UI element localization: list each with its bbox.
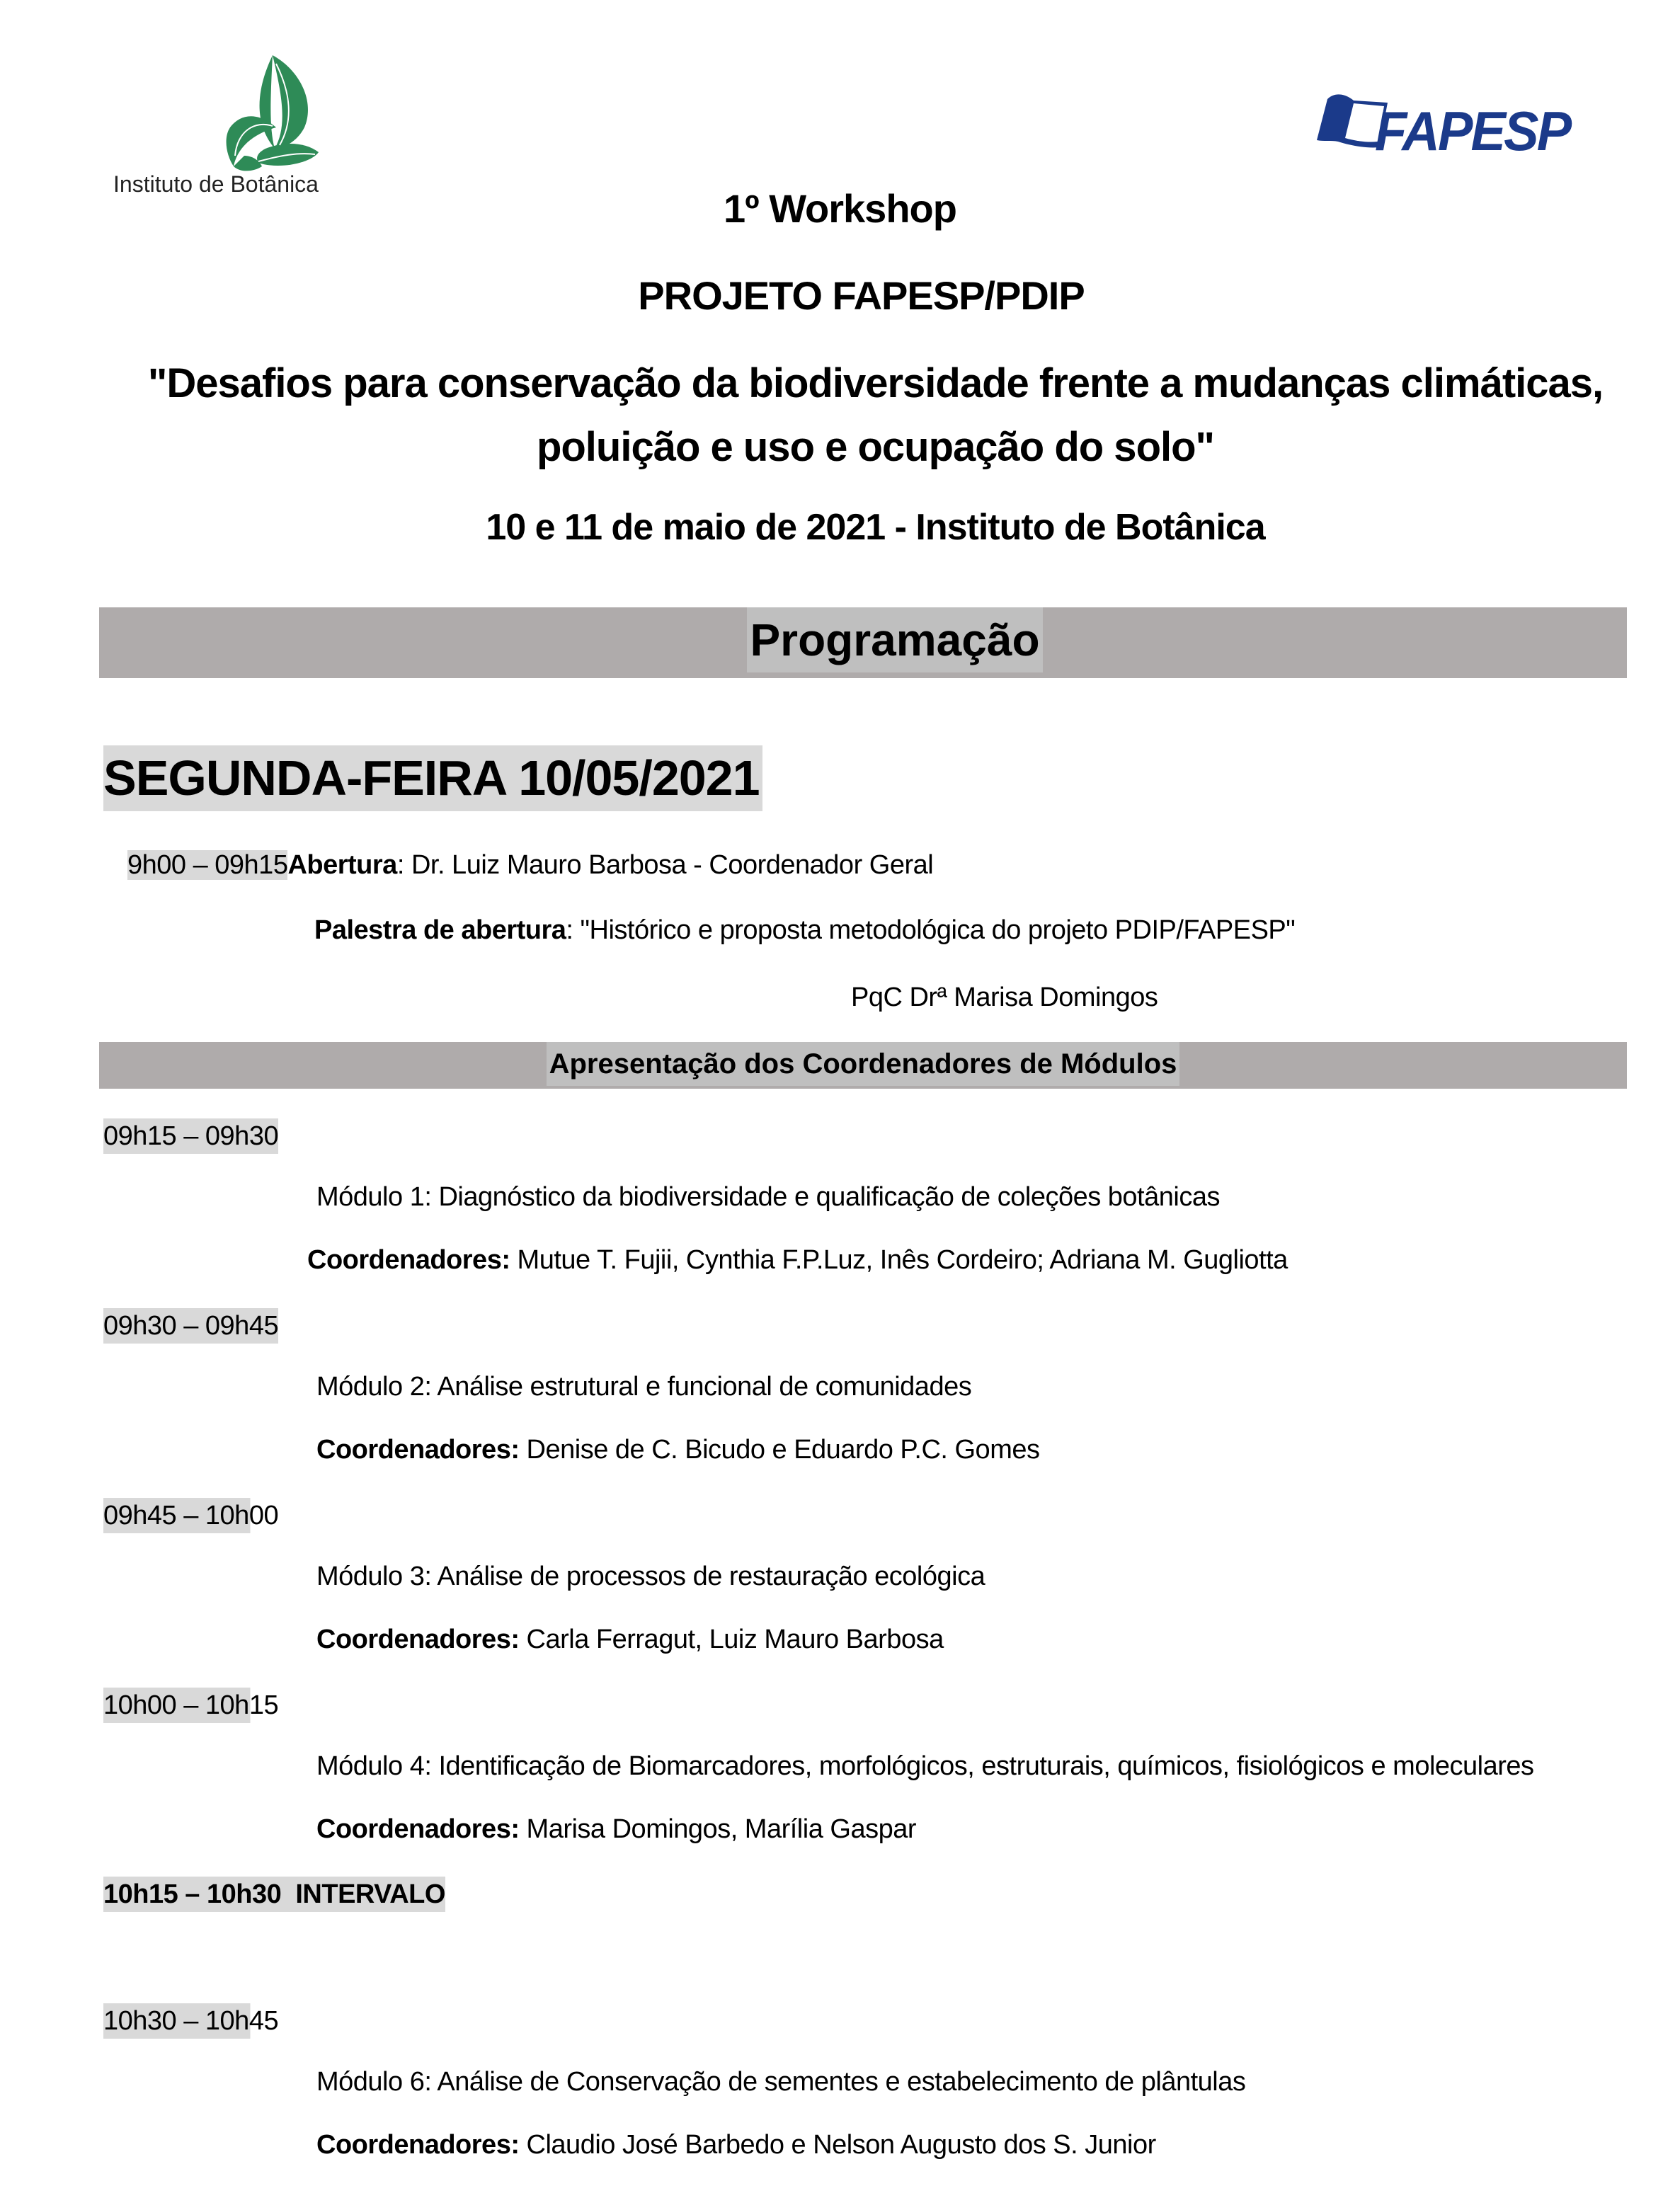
day-heading: SEGUNDA-FEIRA 10/05/2021: [103, 745, 762, 811]
opening-time: 9h00 – 09h15: [127, 850, 288, 880]
schedule-time: 10h30 – 10h45: [103, 2003, 278, 2039]
module-title: Módulo 2: Análise estrutural e funcional de comunidades: [316, 1372, 972, 1402]
coordinators-names: Marisa Domingos, Marília Gaspar: [519, 1814, 916, 1844]
module-title: Módulo 4: Identificação de Biomarcadores, morfológicos, estruturais, químicos, fisiológicos e moleculares: [316, 1751, 1534, 1781]
apresentacao-bar: [99, 1042, 1627, 1089]
module-coordinators: [316, 1814, 916, 1845]
break-row: 10h15 – 10h30 INTERVALO: [103, 1877, 445, 1912]
leaf-swirl-icon: [106, 50, 361, 173]
module-coordinators: [316, 1625, 944, 1655]
programacao-bar: [99, 607, 1627, 678]
fapesp-logo: [1310, 92, 1586, 163]
coordinators-names: Mutue T. Fujii, Cynthia F.P.Luz, Inês Cordeiro; Adriana M. Gugliotta: [510, 1245, 1288, 1275]
theme-line-2: poluição e uso e ocupação do solo": [536, 424, 1215, 470]
coordinators-label: Coordenadores:: [316, 1435, 520, 1465]
instituto-botanica-text: Instituto de Botânica: [113, 171, 319, 197]
programacao-heading: Programação: [747, 607, 1042, 672]
event-date-location: 10 e 11 de maio de 2021 - Instituto de Botânica: [486, 507, 1265, 548]
coordinators-names: Claudio José Barbedo e Nelson Augusto dos S. Junior: [519, 2130, 1156, 2160]
coordinators-label: Coordenadores:: [316, 1625, 520, 1654]
project-title: PROJETO FAPESP/PDIP: [638, 273, 1085, 318]
workshop-title: 1º Workshop: [724, 186, 956, 231]
module-title: Módulo 3: Análise de processos de restauração ecológica: [316, 1562, 985, 1591]
coordinators-names: Denise de C. Bicudo e Eduardo P.C. Gomes: [519, 1435, 1040, 1465]
schedule-time: 10h00 – 10h15: [103, 1688, 278, 1723]
talk-speaker: PqC Drª Marisa Domingos: [851, 983, 1158, 1012]
module-coordinators: [316, 1435, 1039, 1465]
coordinators-label: Coordenadores:: [316, 1814, 520, 1844]
module-title: Módulo 6: Análise de Conservação de sementes e estabelecimento de plântulas: [316, 2067, 1246, 2097]
opening-label: Abertura: [287, 850, 397, 880]
opening-row: [127, 847, 933, 883]
coordinators-label: Coordenadores:: [307, 1245, 510, 1275]
talk-label: Palestra de abertura: [314, 915, 566, 945]
talk-title: : "Histórico e proposta metodológica do projeto PDIP/FAPESP": [566, 915, 1296, 945]
module-title: Módulo 1: Diagnóstico da biodiversidade e qualificação de coleções botânicas: [316, 1182, 1220, 1212]
module-coordinators: [307, 1245, 1288, 1276]
theme-line-1: "Desafios para conservação da biodiversidade frente a mudanças climáticas,: [147, 360, 1604, 406]
instituto-botanica-logo: [106, 50, 361, 205]
apresentacao-heading: Apresentação dos Coordenadores de Módulos: [547, 1042, 1180, 1086]
opening-text: : Dr. Luiz Mauro Barbosa - Coordenador Geral: [396, 850, 934, 880]
schedule-time: 09h15 – 09h30: [103, 1118, 278, 1154]
coordinators-label: Coordenadores:: [316, 2130, 520, 2160]
fapesp-wordmark: FAPESP: [1375, 100, 1570, 162]
coordinators-names: Carla Ferragut, Luiz Mauro Barbosa: [519, 1625, 944, 1654]
module-coordinators: [316, 2130, 1156, 2160]
schedule-time: 09h30 – 09h45: [103, 1308, 278, 1344]
schedule-time: 09h45 – 10h00: [103, 1498, 278, 1533]
opening-talk-row: [314, 915, 1295, 946]
